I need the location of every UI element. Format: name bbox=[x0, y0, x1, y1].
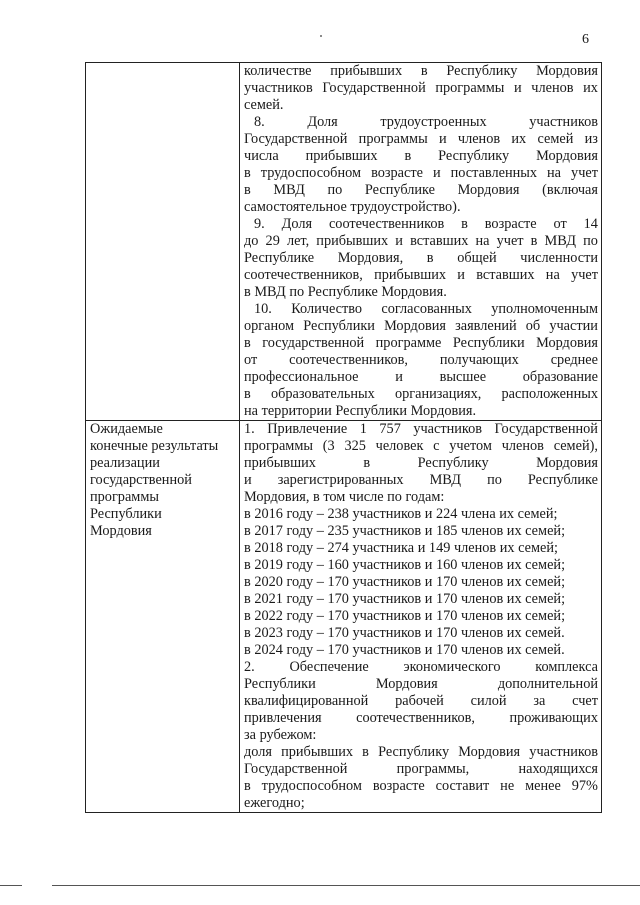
page-number: 6 bbox=[582, 32, 589, 47]
word: Республику bbox=[438, 148, 510, 164]
word: лет, bbox=[286, 233, 310, 249]
text-line bbox=[244, 778, 598, 795]
word: прибывших bbox=[244, 455, 316, 471]
text-line bbox=[244, 318, 598, 335]
word: по bbox=[327, 182, 343, 198]
word: возрасте bbox=[371, 165, 423, 181]
word: МВД bbox=[429, 472, 462, 488]
text-line: в 2024 году – 170 участников и 170 членов их семей. bbox=[244, 642, 565, 658]
text-line: Мордовия, в том числе по годам: bbox=[244, 489, 445, 505]
word: органом bbox=[244, 318, 295, 334]
row-content-cell bbox=[240, 421, 602, 813]
word: участников bbox=[413, 421, 483, 437]
word: программы bbox=[435, 80, 505, 96]
text-line bbox=[244, 267, 598, 284]
word: Государственной bbox=[244, 761, 348, 777]
word: в bbox=[244, 386, 251, 402]
word: высшее bbox=[439, 369, 487, 385]
text-line: в 2022 году – 170 участников и 170 членов их семей; bbox=[244, 608, 566, 624]
word: возрасте bbox=[372, 778, 425, 794]
word: программе bbox=[375, 335, 442, 351]
word: не bbox=[500, 778, 515, 794]
word: Государственной bbox=[494, 421, 598, 437]
word: учет bbox=[496, 233, 524, 249]
word: семей), bbox=[553, 438, 598, 454]
word: общей bbox=[457, 250, 497, 266]
word: (включая bbox=[542, 182, 598, 198]
word: привлечения bbox=[244, 710, 322, 726]
word: прибывших bbox=[305, 148, 378, 164]
word: членов bbox=[501, 438, 544, 454]
text-line bbox=[244, 335, 598, 352]
text-line bbox=[244, 165, 598, 182]
word: Республике bbox=[244, 250, 315, 266]
text-line bbox=[244, 386, 598, 403]
word: Доля bbox=[307, 114, 338, 130]
word: в bbox=[420, 63, 428, 79]
word: количестве bbox=[244, 63, 312, 79]
word: числа bbox=[244, 148, 279, 164]
word: находящихся bbox=[518, 761, 598, 777]
word: по bbox=[487, 472, 502, 488]
word: соотечественников bbox=[328, 216, 445, 232]
word: в bbox=[530, 233, 538, 249]
text-line bbox=[244, 148, 598, 165]
table-row bbox=[86, 63, 602, 421]
word: прибывших bbox=[374, 267, 446, 283]
word: в bbox=[362, 744, 369, 760]
row-content-cell bbox=[240, 63, 602, 421]
word: соотечественников, bbox=[289, 352, 408, 368]
word: на bbox=[547, 165, 562, 181]
word: Мордовия, bbox=[337, 250, 404, 266]
text-line: ежегодно; bbox=[244, 795, 305, 811]
text-line: Ожидаемые bbox=[90, 421, 163, 437]
word: образование bbox=[522, 369, 598, 385]
word: среднее bbox=[550, 352, 598, 368]
word: 14 bbox=[583, 216, 598, 232]
word: 757 bbox=[379, 421, 401, 437]
word: Мордовия bbox=[536, 455, 598, 471]
word: членов bbox=[531, 80, 574, 96]
word: расположенных bbox=[501, 386, 598, 402]
text-line: реализации bbox=[90, 455, 160, 471]
word: от bbox=[553, 216, 567, 232]
word: трудоустроенных bbox=[380, 114, 487, 130]
word: в bbox=[363, 455, 371, 471]
text-line bbox=[244, 80, 598, 97]
word: об bbox=[525, 318, 541, 334]
text-line bbox=[244, 761, 598, 778]
word: Государственной bbox=[244, 131, 348, 147]
word: Мордовия bbox=[536, 63, 598, 79]
text-line bbox=[244, 233, 598, 250]
word: Республике bbox=[527, 472, 598, 488]
word: дополнительной bbox=[497, 676, 598, 692]
word: Республики bbox=[303, 318, 375, 334]
word: получающих bbox=[439, 352, 519, 368]
word: Республику bbox=[378, 744, 450, 760]
word: программы bbox=[244, 438, 314, 454]
text-line: Республики bbox=[90, 506, 162, 522]
text-line bbox=[244, 710, 598, 727]
word: МВД bbox=[273, 182, 305, 198]
word: 9. bbox=[254, 216, 265, 232]
word: участников bbox=[529, 744, 598, 760]
text-line: в 2020 году – 170 участников и 170 членов их семей; bbox=[244, 574, 566, 590]
row-label-cell bbox=[86, 421, 240, 813]
word: и bbox=[457, 267, 465, 283]
word: Республику bbox=[446, 63, 518, 79]
word: участников bbox=[244, 80, 313, 96]
word: и bbox=[438, 131, 447, 147]
word: Доля bbox=[281, 216, 313, 232]
word: Республике bbox=[364, 182, 435, 198]
word: на bbox=[475, 233, 490, 249]
text-line: на территории Республики Мордовия. bbox=[244, 403, 477, 419]
word: семей bbox=[537, 131, 574, 147]
word: и bbox=[432, 165, 441, 181]
word: силой bbox=[470, 693, 507, 709]
word: вставших bbox=[476, 267, 535, 283]
word: 325 bbox=[344, 438, 366, 454]
word: на bbox=[545, 267, 560, 283]
word: программы bbox=[358, 131, 428, 147]
word: Государственной bbox=[322, 80, 426, 96]
text-line: в 2016 году – 238 участников и 224 члена их семей; bbox=[244, 506, 558, 522]
word: и bbox=[244, 472, 252, 488]
word: Привлечение bbox=[267, 421, 348, 437]
word: соотечественников, bbox=[244, 267, 363, 283]
word: Мордовия bbox=[375, 676, 438, 692]
text-line: самостоятельное трудоустройство). bbox=[244, 199, 461, 215]
word: учетом bbox=[449, 438, 492, 454]
word: прибывших bbox=[330, 63, 403, 79]
word: заявлений bbox=[455, 318, 517, 334]
word: и bbox=[395, 369, 403, 385]
word: менее bbox=[525, 778, 561, 794]
text-line bbox=[244, 63, 598, 80]
word: государственной bbox=[262, 335, 365, 351]
word: 29 bbox=[265, 233, 280, 249]
text-line bbox=[244, 114, 598, 131]
text-line bbox=[244, 676, 598, 693]
word: поставленных bbox=[450, 165, 538, 181]
word: программы, bbox=[396, 761, 470, 777]
word: Количество bbox=[291, 301, 363, 317]
scan-edge-mark bbox=[0, 885, 22, 886]
word: трудоспособном bbox=[261, 778, 362, 794]
word: за bbox=[533, 693, 546, 709]
row-label-cell bbox=[86, 63, 240, 421]
word: Республики bbox=[452, 335, 525, 351]
word: в bbox=[404, 148, 412, 164]
word: и bbox=[395, 233, 403, 249]
word: профессиональное bbox=[244, 369, 359, 385]
word: в bbox=[426, 250, 434, 266]
text-line: программы bbox=[90, 489, 160, 505]
word: с bbox=[433, 438, 440, 454]
word: (3 bbox=[322, 438, 335, 454]
text-line bbox=[244, 216, 598, 233]
word: счет bbox=[572, 693, 598, 709]
word: участии bbox=[549, 318, 598, 334]
text-line bbox=[244, 455, 598, 472]
word: в bbox=[244, 165, 251, 181]
text-line bbox=[244, 182, 598, 199]
word: организациях, bbox=[394, 386, 482, 402]
word: в bbox=[244, 778, 251, 794]
text-line bbox=[244, 693, 598, 710]
word: рабочей bbox=[395, 693, 444, 709]
text-line: Мордовия bbox=[90, 523, 152, 539]
word: составит bbox=[435, 778, 490, 794]
text-line bbox=[244, 438, 598, 455]
word: численности bbox=[520, 250, 598, 266]
word: от bbox=[244, 352, 258, 368]
text-line bbox=[244, 352, 598, 369]
word: Республики bbox=[244, 676, 316, 692]
word: 1. bbox=[244, 421, 255, 437]
footer-line bbox=[52, 885, 640, 886]
word: Мордовия bbox=[458, 744, 521, 760]
text-line bbox=[244, 659, 598, 676]
text-line bbox=[244, 250, 598, 267]
word: их bbox=[511, 131, 527, 147]
word: Мордовия bbox=[536, 148, 598, 164]
word: 97% bbox=[571, 778, 598, 794]
text-line: в 2019 году – 160 участников и 160 членов их семей; bbox=[244, 557, 566, 573]
word: человек bbox=[375, 438, 424, 454]
word: Обеспечение bbox=[289, 659, 369, 675]
word: квалифицированной bbox=[244, 693, 369, 709]
word: учет bbox=[571, 165, 598, 181]
program-passport-table bbox=[85, 62, 602, 813]
word: комплекса bbox=[535, 659, 598, 675]
word: в bbox=[461, 216, 468, 232]
word: доля bbox=[244, 744, 272, 760]
text-line bbox=[244, 369, 598, 386]
word: образовательных bbox=[270, 386, 375, 402]
text-line bbox=[244, 744, 598, 761]
text-line: в 2017 году – 235 участников и 185 членов их семей; bbox=[244, 523, 566, 539]
word: 2. bbox=[244, 659, 255, 675]
word: из bbox=[584, 131, 598, 147]
word: 1 bbox=[359, 421, 367, 437]
word: в bbox=[244, 335, 251, 351]
word: зарегистрированных bbox=[277, 472, 404, 488]
word: и bbox=[514, 80, 522, 96]
text-line bbox=[244, 131, 598, 148]
table-row bbox=[86, 421, 602, 813]
word: прибывших bbox=[281, 744, 353, 760]
word: участников bbox=[529, 114, 598, 130]
text-line: в 2023 году – 170 участников и 170 членов их семей. bbox=[244, 625, 565, 641]
word: соотечественников, bbox=[356, 710, 475, 726]
word: Мордовия bbox=[457, 182, 520, 198]
word: 10. bbox=[254, 301, 272, 317]
word: Республику bbox=[417, 455, 489, 471]
text-line: в 2021 году – 170 участников и 170 членов их семей; bbox=[244, 591, 566, 607]
word: Мордовия bbox=[536, 335, 598, 351]
scan-dot bbox=[320, 35, 322, 37]
text-line: за рубежом: bbox=[244, 727, 317, 743]
text-line: семей. bbox=[244, 97, 284, 113]
word: МВД bbox=[544, 233, 577, 249]
word: их bbox=[583, 80, 598, 96]
word: прибывших bbox=[316, 233, 389, 249]
word: 8. bbox=[254, 114, 265, 130]
text-line: государственной bbox=[90, 472, 192, 488]
text-line: конечные результаты bbox=[90, 438, 219, 454]
word: возрасте bbox=[484, 216, 537, 232]
word: Мордовия bbox=[384, 318, 446, 334]
word: трудоспособном bbox=[260, 165, 362, 181]
text-line bbox=[244, 472, 598, 489]
text-line: в МВД по Республике Мордовия. bbox=[244, 284, 447, 300]
word: членов bbox=[457, 131, 501, 147]
word: в bbox=[244, 182, 251, 198]
word: экономического bbox=[403, 659, 501, 675]
word: учет bbox=[571, 267, 598, 283]
word: до bbox=[244, 233, 259, 249]
word: уполномоченным bbox=[491, 301, 598, 317]
word: вставших bbox=[410, 233, 469, 249]
word: проживающих bbox=[509, 710, 598, 726]
word: по bbox=[583, 233, 598, 249]
text-line bbox=[244, 421, 598, 438]
word: согласованных bbox=[381, 301, 472, 317]
text-line: в 2018 году – 274 участника и 149 членов их семей; bbox=[244, 540, 559, 556]
text-line bbox=[244, 301, 598, 318]
